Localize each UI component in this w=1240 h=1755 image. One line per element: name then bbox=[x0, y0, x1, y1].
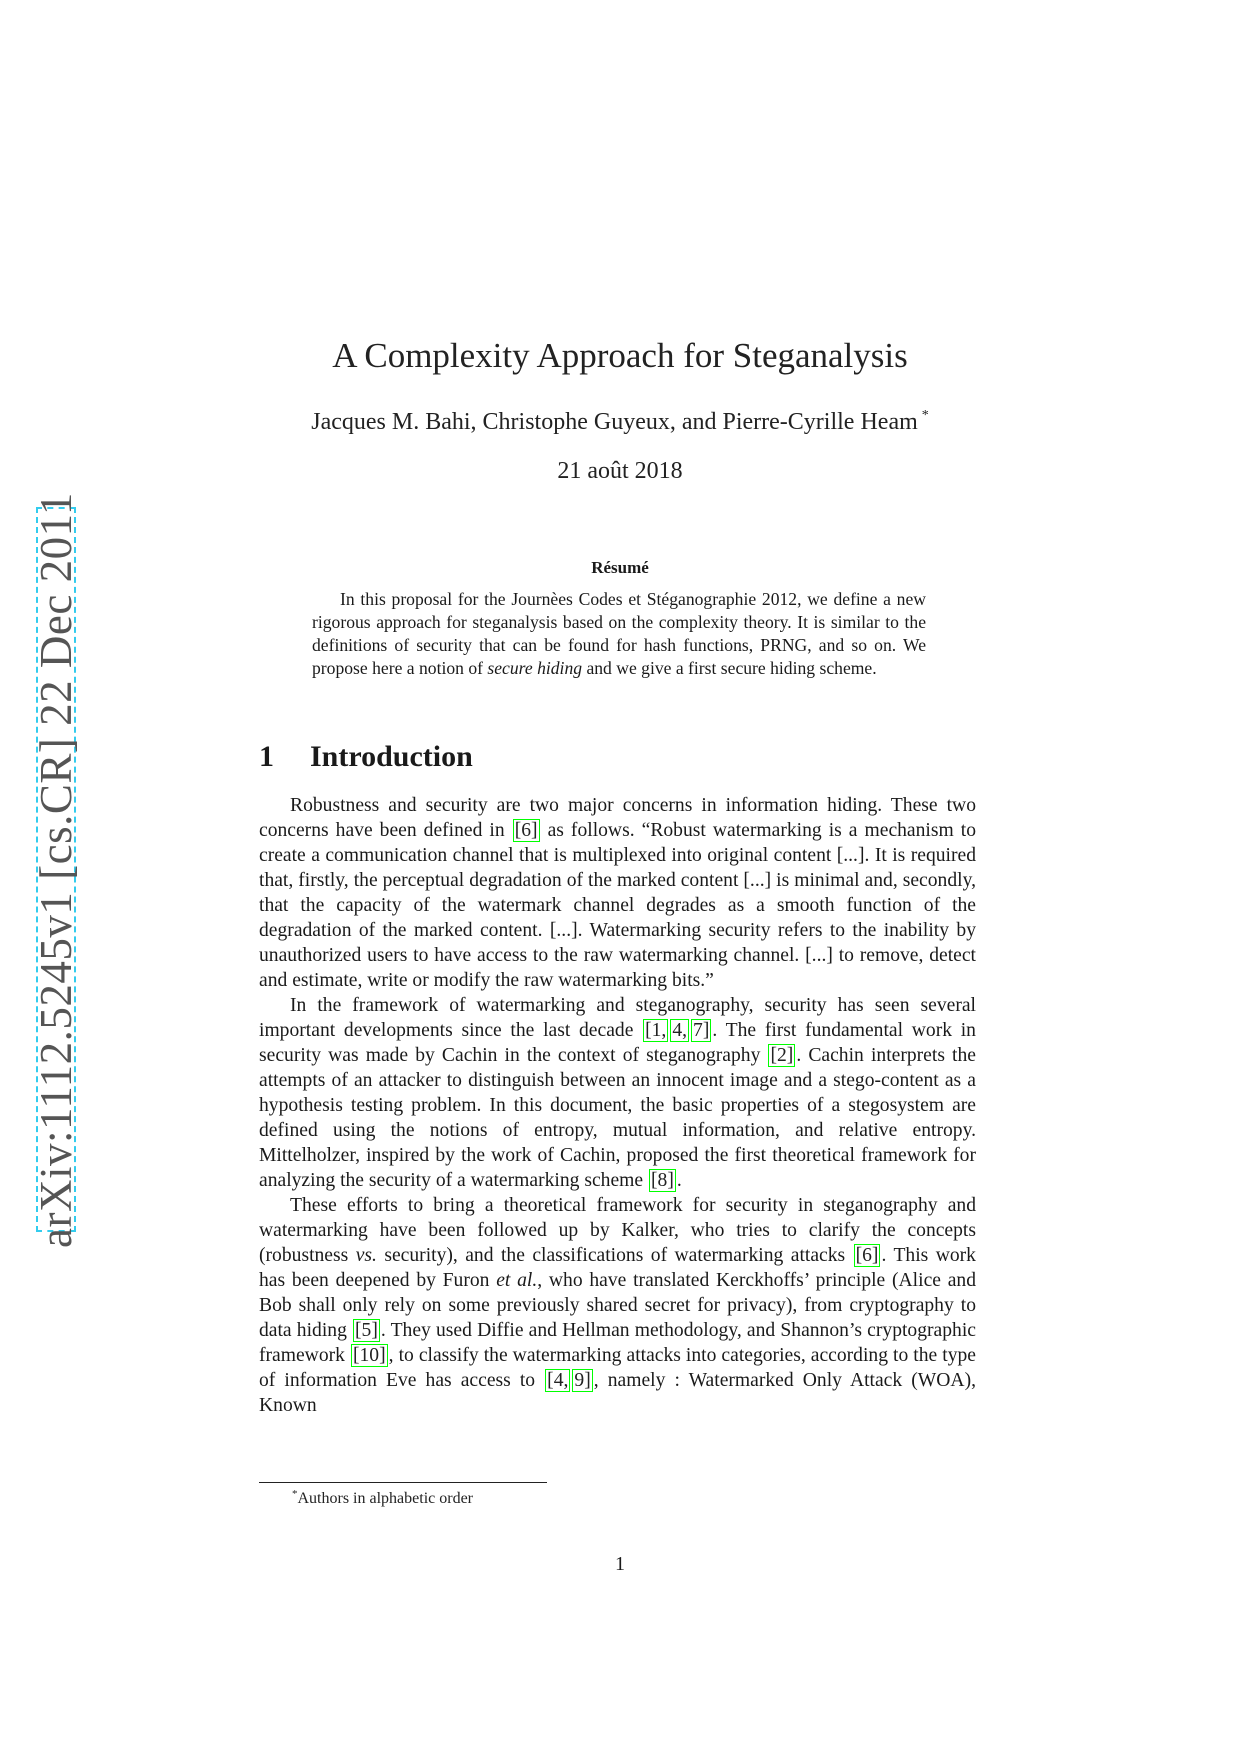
footnote bbox=[292, 1488, 473, 1508]
citation-link[interactable]: [1, bbox=[645, 1020, 667, 1041]
abstract-heading: Résumé bbox=[591, 558, 649, 577]
footnote-divider bbox=[259, 1482, 547, 1483]
abstract-text: In this proposal for the Journèes Codes et Stéganographie 2012, we define a new rigorous approach for steganalysis based on the complexity theory. It is similar to the definitions of security that can be found for hash functions, PRNG, and so on. We propose here a notion of secure hiding and we give a first secure hiding scheme. bbox=[312, 589, 926, 678]
citation-link[interactable]: [6] bbox=[514, 820, 538, 841]
introduction-body bbox=[259, 793, 976, 1418]
author-names: Jacques M. Bahi, Christophe Guyeux, and Pierre-Cyrille Heam bbox=[311, 409, 918, 435]
footnote-text: Authors in alphabetic order bbox=[297, 1490, 473, 1507]
paragraph: These efforts to bring a theoretical framework for security in steganography and watermarking have been followed up by Kalker, who tries to clarify the concepts (robustness vs. security), and the classifications of watermarking attacks [6] . This work has been deepened by Furon et al., who have translated Kerckhoffs’ principle (Alice and Bob shall only rely on some previously shared secret for privacy), from cryptography to data hiding [5] . They used Diffie and Hellman methodology, and Shannon’s cryptographic framework [10] , to classify the watermarking attacks into categories, according to the type of information Eve has access to [4, 9] , namely : Watermarked Only Attack (WOA), Known bbox=[259, 1195, 976, 1416]
arxiv-identifier-stamp[interactable] bbox=[31, 491, 82, 1248]
citation-link[interactable]: [10] bbox=[352, 1345, 386, 1366]
abstract-emphasis: secure hiding bbox=[487, 658, 583, 678]
section-title: Introduction bbox=[310, 740, 473, 773]
paragraph: In the framework of watermarking and steganography, security has seen several important developments since the last decade [1, 4, 7] . The first fundamental work in security was made by Cachin in the context of steganography [2] . Cachin interprets the attempts of an attacker to distinguish between an innocent image and a stego-content as a hypothesis testing problem. In this document, the basic properties of a stegosystem are defined using the notions of entropy, mutual information, and relative entropy. Mittelholzer, inspired by the work of Cachin, proposed the first theoretical framework for analyzing the security of a watermarking scheme [8] . bbox=[259, 995, 976, 1191]
citation-link[interactable]: [4, bbox=[547, 1370, 569, 1391]
citation-link[interactable]: 9] bbox=[574, 1370, 591, 1391]
citation-link[interactable]: [6] bbox=[855, 1245, 879, 1266]
citation-link[interactable]: [8] bbox=[651, 1170, 674, 1191]
page-number: 1 bbox=[615, 1553, 625, 1575]
citation-link[interactable]: [2] bbox=[770, 1045, 794, 1066]
paper-date: 21 août 2018 bbox=[557, 458, 683, 484]
arxiv-identifier[interactable]: arXiv:1112.5245v1 [cs.CR] 22 Dec 2011 bbox=[31, 491, 82, 1248]
citation-link[interactable]: 7] bbox=[693, 1020, 710, 1041]
author-footnote-mark[interactable]: * bbox=[921, 408, 929, 423]
paragraph: Robustness and security are two major concerns in information hiding. These two concerns have been defined in [6] as follows. “Robust watermarking is a mechanism to create a communication channel that is multiplexed into original content [...]. It is required that, firstly, the perceptual degradation of the marked content [...] is minimal and, secondly, that the capacity of the watermark channel degrades as a smooth function of the degradation of the marked content. [...]. Watermarking security refers to the inability by unauthorized users to have access to the raw watermarking channel. [...] to remove, detect and estimate, write or modify the raw watermarking bits.” bbox=[259, 795, 976, 991]
paper-title: A Complexity Approach for Steganalysis bbox=[332, 336, 908, 375]
citation-link[interactable]: 4, bbox=[672, 1020, 688, 1041]
section-number: 1 bbox=[259, 740, 274, 773]
author-list bbox=[0, 408, 1240, 436]
section-heading-introduction bbox=[259, 740, 473, 774]
footnote-mark: * bbox=[292, 1488, 298, 1500]
citation-link[interactable]: [5] bbox=[355, 1320, 378, 1341]
